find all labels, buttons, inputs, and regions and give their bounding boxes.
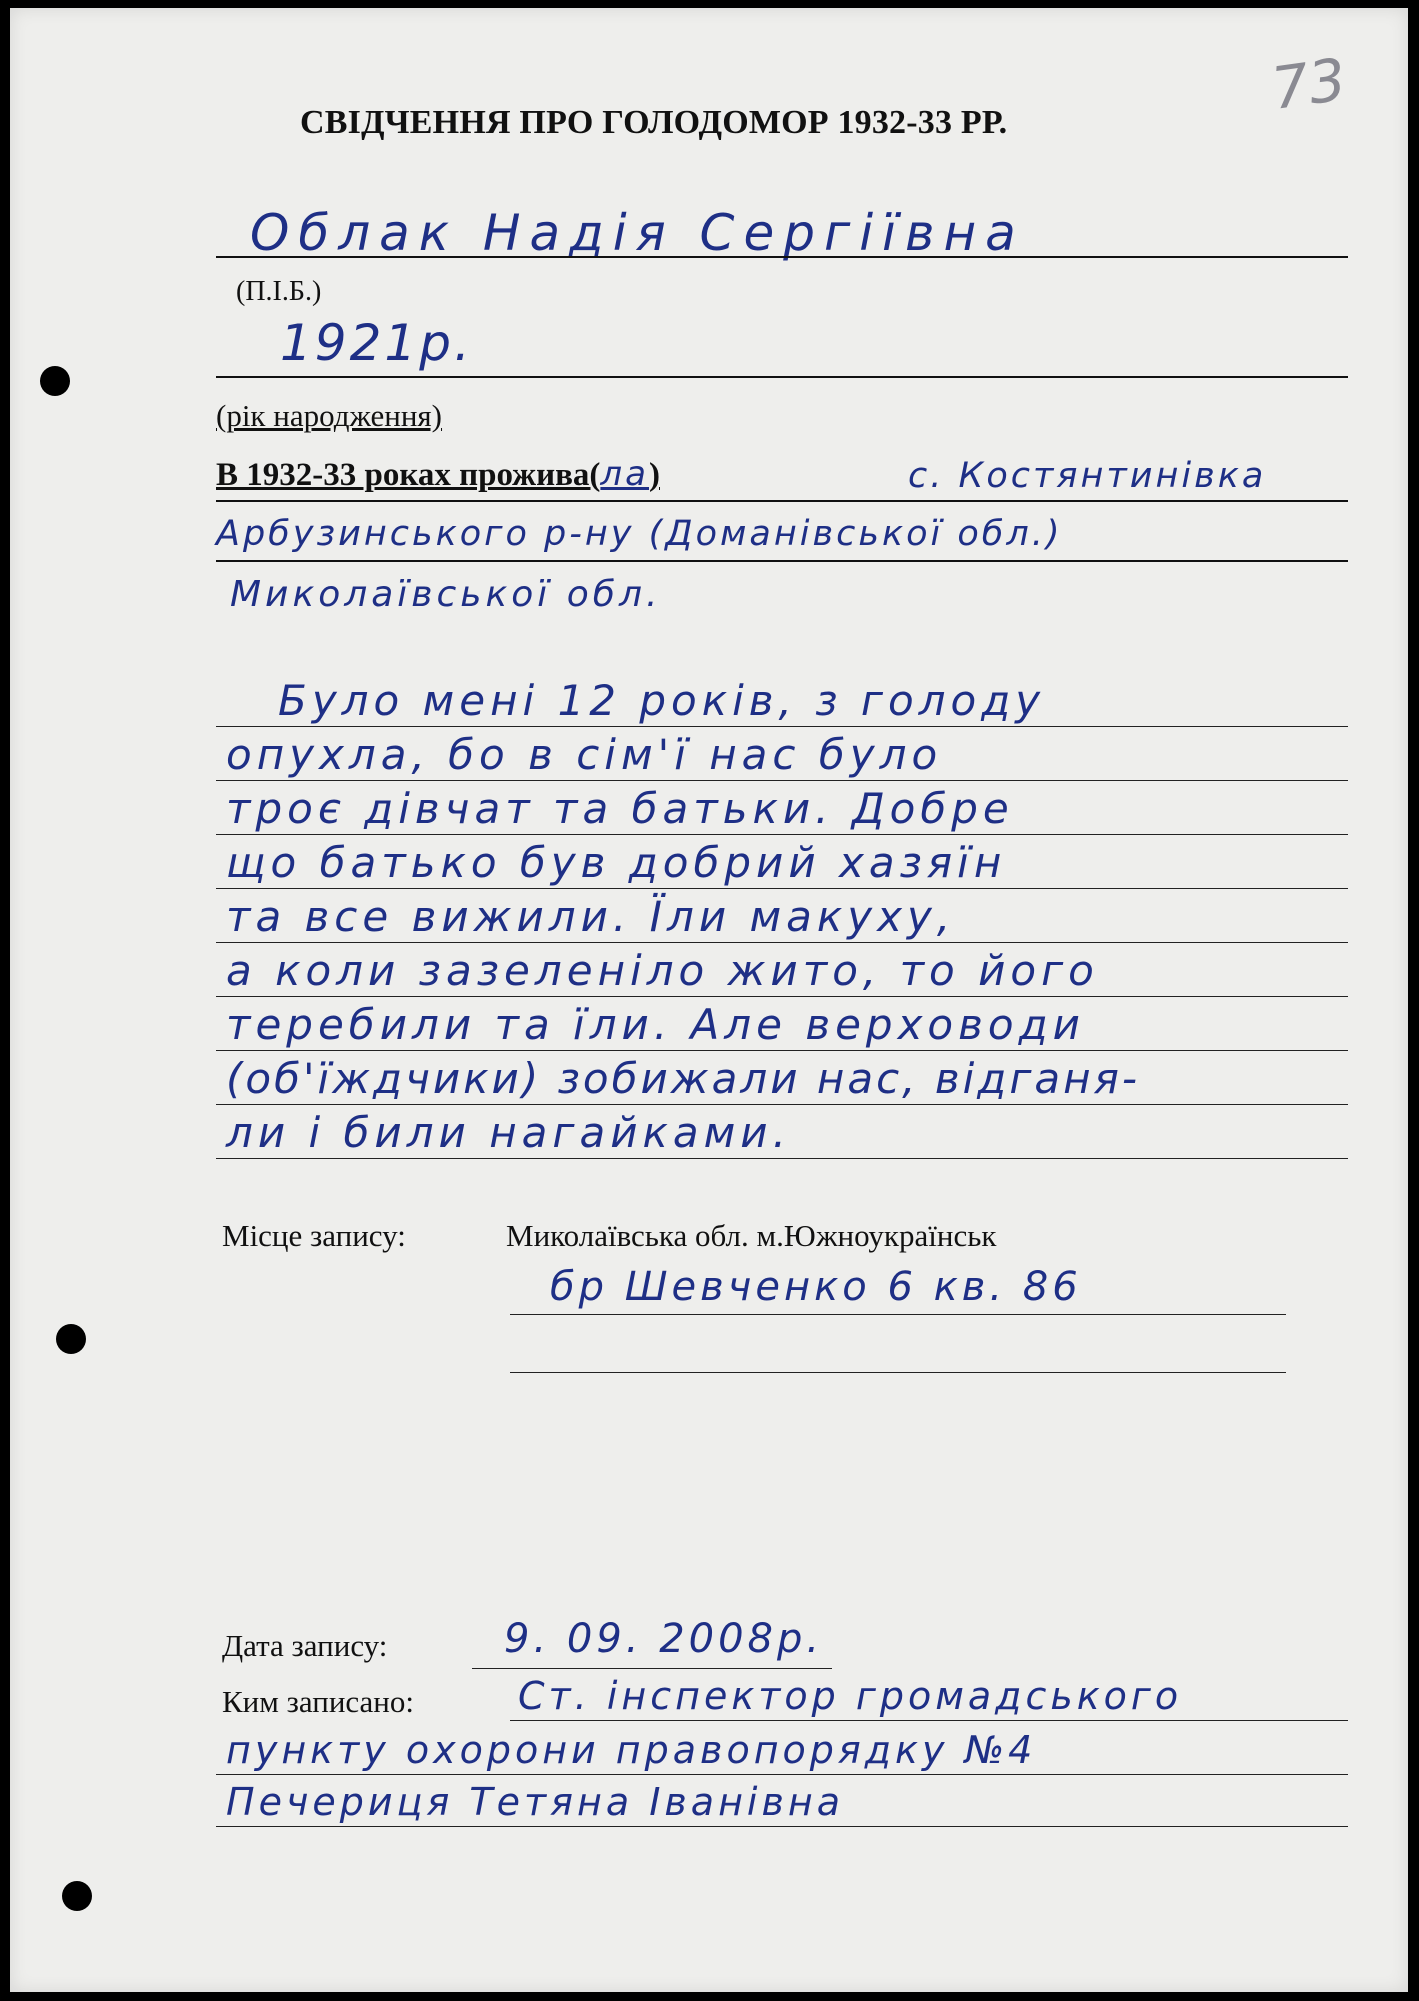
testimony-line-9: ли і били нагайками. xyxy=(226,1108,791,1157)
testimony-line-2: опухла, бо в сім'ї нас було xyxy=(226,730,943,779)
testimony-rule-2 xyxy=(216,780,1348,781)
testimony-line-6: а коли зазеленіло жито, то його xyxy=(226,946,1099,995)
recorder-line-1: Ст. інспектор громадського xyxy=(518,1674,1183,1718)
recorder-line-2: пункту охорони правопорядку №4 xyxy=(226,1728,1037,1772)
residence-label-text: В 1932-33 роках прожива( xyxy=(216,457,601,493)
recorder-line-3: Печериця Тетяна Іванівна xyxy=(226,1780,845,1824)
residence-line-1: с. Костянтинівка xyxy=(908,456,1267,496)
place-label: Місце запису: xyxy=(222,1218,406,1253)
testimony-line-8: (об'їждчики) зобижали нас, відганя- xyxy=(226,1054,1141,1103)
testimony-rule-5 xyxy=(216,942,1348,943)
date-rule xyxy=(472,1668,832,1669)
testimony-rule-7 xyxy=(216,1050,1348,1051)
document-title: СВІДЧЕННЯ ПРО ГОЛОДОМОР 1932-33 РР. xyxy=(300,104,1008,141)
recorder-rule-3 xyxy=(216,1826,1348,1827)
testimony-rule-1 xyxy=(216,726,1348,727)
testimony-rule-9 xyxy=(216,1158,1348,1159)
testimony-line-7: теребили та їли. Але верховоди xyxy=(226,1000,1085,1049)
recorder-rule-2 xyxy=(216,1774,1348,1775)
date-label: Дата запису: xyxy=(222,1628,388,1663)
binder-hole-bottom xyxy=(62,1881,92,1911)
binder-hole-top xyxy=(40,366,70,396)
residence-label xyxy=(216,454,660,494)
residence-label-suffix: ла xyxy=(600,454,649,494)
fio-rule xyxy=(216,256,1348,258)
testimony-line-3: троє дівчат та батьки. Добре xyxy=(226,784,1014,833)
document-page xyxy=(10,8,1408,1992)
fio-value: Облак Надія Сергіївна xyxy=(250,204,1025,262)
birth-year-label: (рік народження) xyxy=(216,398,443,433)
residence-rule-2 xyxy=(216,560,1348,562)
residence-rule-1 xyxy=(216,500,1348,502)
testimony-rule-6 xyxy=(216,996,1348,997)
binder-hole-middle xyxy=(56,1324,86,1354)
recorder-label: Ким записано: xyxy=(222,1684,415,1719)
residence-line-2: Арбузинського р-ну (Доманівської обл.) xyxy=(216,514,1063,554)
testimony-line-5: та все вижили. Їли макуху, xyxy=(226,892,956,941)
place-handwritten: бр Шевченко 6 кв. 86 xyxy=(550,1264,1082,1310)
birth-year-rule xyxy=(216,376,1348,378)
date-value: 9. 09. 2008р. xyxy=(504,1616,824,1662)
testimony-rule-3 xyxy=(216,834,1348,835)
residence-line-3: Миколаївської обл. xyxy=(230,574,662,615)
testimony-rule-8 xyxy=(216,1104,1348,1105)
fio-label: (П.І.Б.) xyxy=(236,276,322,307)
residence-label-close: ) xyxy=(649,457,660,493)
place-printed: Миколаївська обл. м.Южноукраїнськ xyxy=(506,1218,997,1253)
testimony-line-4: що батько був добрий хазяїн xyxy=(226,838,1007,887)
place-rule-2 xyxy=(510,1372,1286,1373)
place-rule-1 xyxy=(510,1314,1286,1315)
recorder-rule-1 xyxy=(510,1720,1348,1721)
sheet-number: 73 xyxy=(1267,45,1351,123)
birth-year-value: 1921р. xyxy=(280,314,473,372)
testimony-rule-4 xyxy=(216,888,1348,889)
testimony-line-1: Було мені 12 років, з голоду xyxy=(278,676,1046,725)
